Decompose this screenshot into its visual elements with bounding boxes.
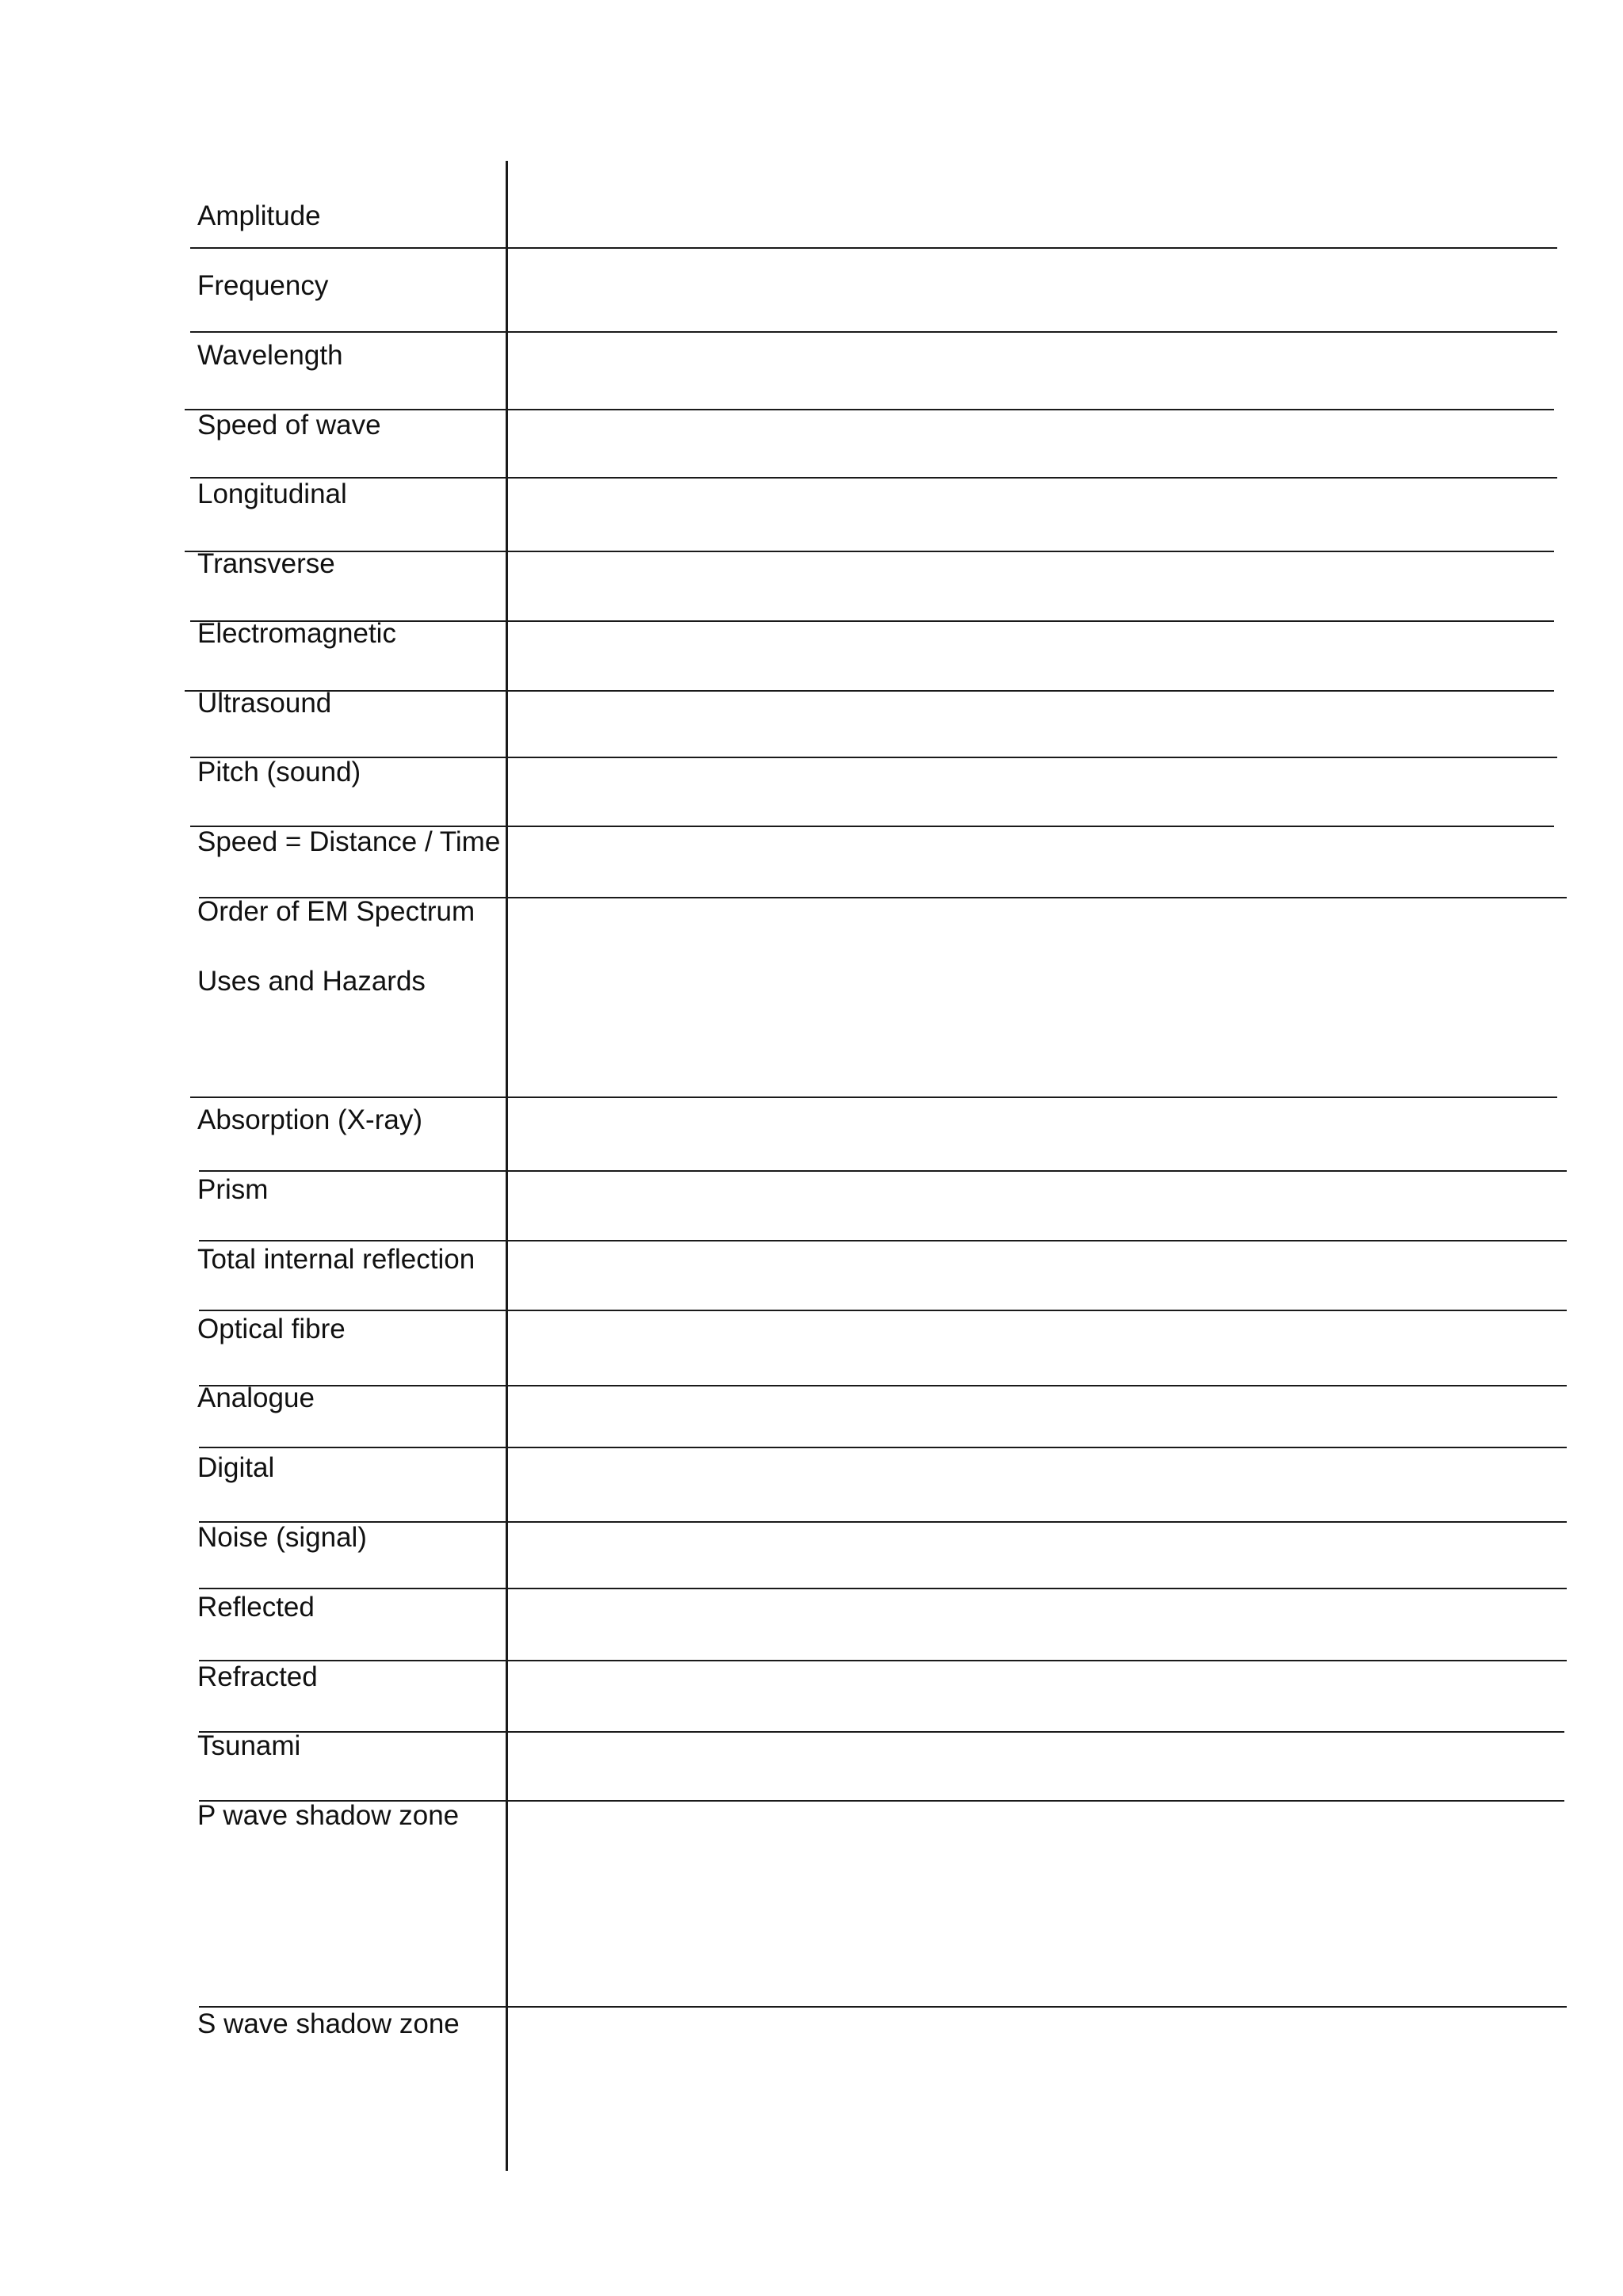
row-divider (199, 2006, 1567, 2008)
term-label: Reflected (197, 1592, 315, 1623)
row-divider (199, 1240, 1567, 1241)
row-divider (190, 1097, 1557, 1098)
term-label: Longitudinal (197, 479, 347, 509)
term-label: Ultrasound (197, 688, 332, 719)
term-label: Wavelength (197, 340, 343, 371)
term-label: Transverse (197, 548, 335, 579)
row-divider (190, 757, 1557, 758)
row-divider (185, 409, 1554, 410)
term-label: P wave shadow zone (197, 1800, 460, 1831)
term-label: Prism (197, 1174, 269, 1205)
row-divider (185, 551, 1554, 552)
term-label: Tsunami (197, 1730, 301, 1761)
term-label: Speed = Distance / Time (197, 826, 501, 857)
term-label: Noise (signal) (197, 1522, 367, 1553)
row-divider (190, 331, 1557, 333)
column-divider (506, 161, 508, 2171)
term-label: Amplitude (197, 200, 321, 231)
row-divider (199, 1310, 1567, 1311)
term-label: Uses and Hazards (197, 966, 426, 997)
term-label: Optical fibre (197, 1314, 346, 1344)
row-divider (199, 1447, 1567, 1448)
row-divider (190, 477, 1557, 479)
term-label: Order of EM Spectrum (197, 896, 475, 927)
term-label: Total internal reflection (197, 1244, 475, 1275)
row-divider (199, 1170, 1567, 1172)
row-divider (199, 1731, 1564, 1733)
term-label: Frequency (197, 270, 329, 301)
term-label: Pitch (sound) (197, 757, 361, 788)
term-label: Absorption (X-ray) (197, 1104, 422, 1135)
term-label: Refracted (197, 1661, 318, 1692)
term-label: Analogue (197, 1383, 315, 1413)
row-divider (199, 1521, 1567, 1523)
row-divider (190, 247, 1557, 249)
row-divider (199, 1385, 1567, 1386)
row-divider (185, 690, 1554, 692)
row-divider (199, 1660, 1567, 1661)
term-label: Electromagnetic (197, 618, 396, 649)
term-label: Digital (197, 1452, 275, 1483)
term-label: Speed of wave (197, 410, 381, 441)
row-divider (199, 1588, 1567, 1589)
term-label: S wave shadow zone (197, 2008, 460, 2039)
